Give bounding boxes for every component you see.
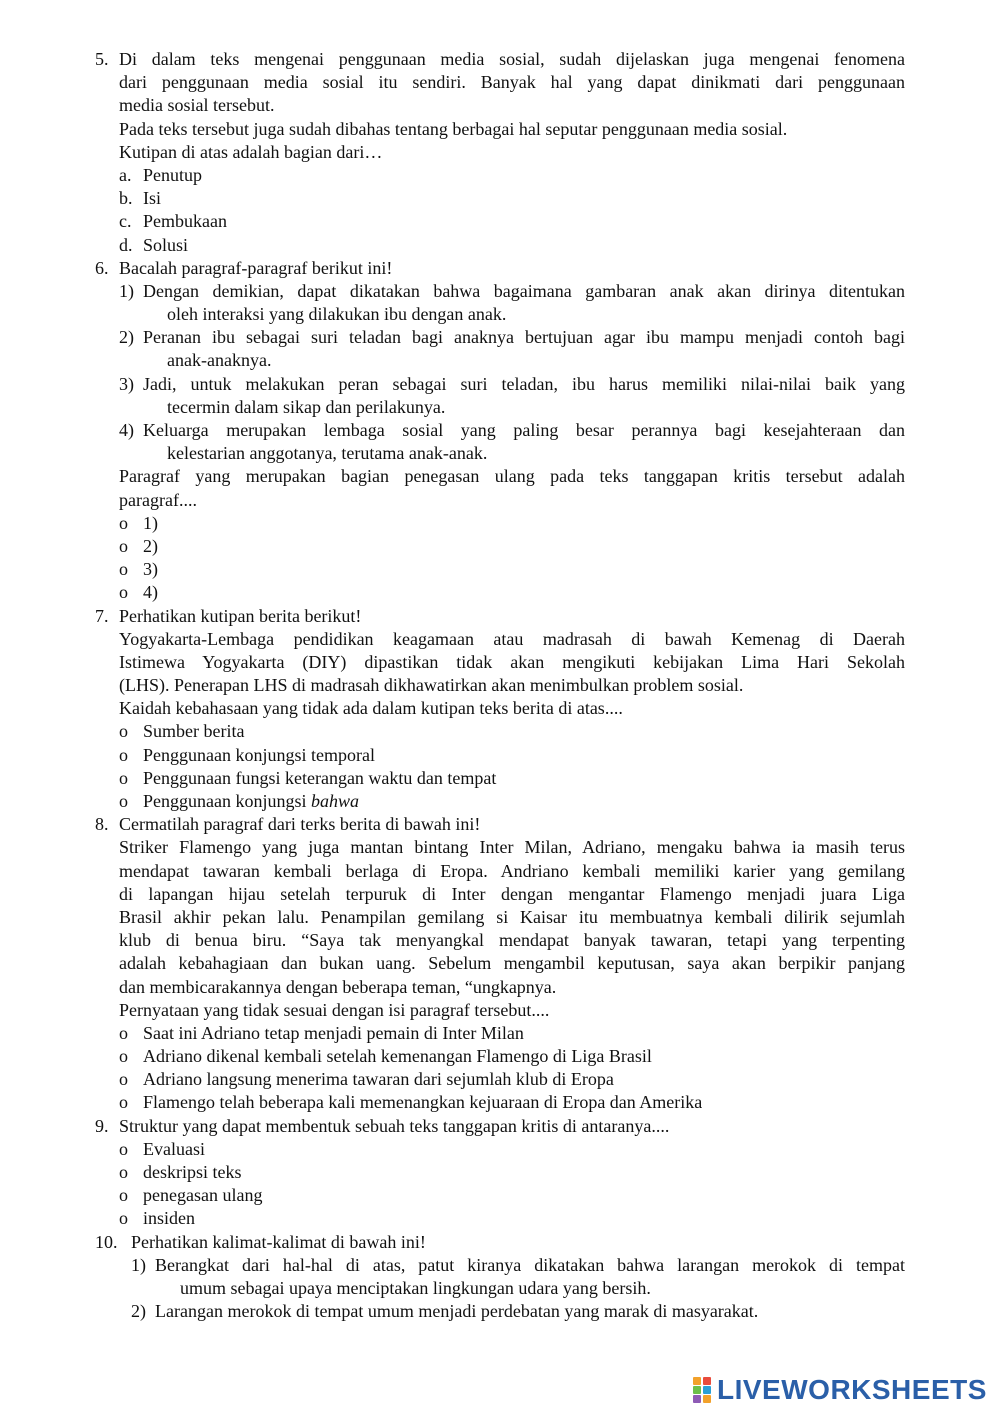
bullet-icon: o [119,1208,128,1229]
passage-text: klub di benua biru. “Saya tak menyangkal mendapat banyak tawaran, tetapi yang terpenting [119,930,905,951]
bullet-icon: o [119,1022,128,1043]
answer-option[interactable] [0,790,1000,813]
liveworksheets-logo [693,1374,987,1406]
question-prompt: Cermatilah paragraf dari terks berita di bawah ini! [119,814,481,835]
option-label: b. [119,188,133,209]
worksheet-page [0,48,1000,1323]
passage-text: mendapat tawaran kembali berlaga di Eropa. Andriano kembali memiliki karier yang gemilang [119,860,905,881]
item-text: Jadi, untuk melakukan peran sebagai suri teladan, ibu harus memiliki nilai-nilai baik yang [143,373,905,394]
bullet-icon: o [119,559,128,580]
option-text: Pembukaan [143,211,227,232]
bullet-icon: o [119,1185,128,1206]
item-label: 2) [119,327,134,348]
bullet-icon: o [119,582,128,603]
item-text: Peranan ibu sebagai suri teladan bagi anaknya bertujuan agar ibu mampu menjadi contoh bagi [143,327,905,348]
question-number: 6. [95,257,109,278]
option-text: Isi [143,188,161,209]
answer-option[interactable] [0,1207,1000,1230]
option-text: deskripsi teks [143,1162,242,1182]
option-text: Evaluasi [143,1138,205,1159]
question-6-line [0,257,1000,280]
question-8-line [0,813,1000,836]
option-text-plain: Penggunaan konjungsi [143,791,311,811]
question-prompt: Perhatikan kalimat-kalimat di bawah ini! [131,1231,426,1252]
option-text: Solusi [143,234,189,255]
option-text: Flamengo telah beberapa kali memenangkan kejuaraan di Eropa dan Amerika [143,1092,703,1113]
answer-option[interactable] [0,1161,1000,1184]
option-label: a. [119,164,132,185]
option-text: Penutup [143,164,203,185]
item-label: 1) [119,280,134,301]
answer-option[interactable] [0,767,1000,790]
question-prompt: Kutipan di atas adalah bagian dari… [119,141,383,162]
option-text: 4) [143,582,158,603]
bullet-icon: o [119,721,128,742]
option-label: d. [119,234,133,255]
answer-option[interactable] [0,581,1000,604]
item-label: 3) [119,373,134,394]
question-text: Di dalam teks mengenai penggunaan media sosial, sudah dijelaskan juga mengenai fenomena [119,49,905,69]
option-text: 2) [143,535,158,556]
bullet-icon: o [119,1046,128,1067]
answer-option[interactable] [0,210,1000,233]
passage-text: dan membicarakannya dengan beberapa teman, “ungkapnya. [119,976,557,997]
answer-option[interactable] [0,512,1000,535]
item-text: Keluarga merupakan lembaga sosial yang paling besar perannya bagi kesejahteraan dan [143,420,905,440]
answer-option[interactable] [0,1184,1000,1207]
question-9-line [0,1115,1000,1138]
answer-option[interactable] [0,164,1000,187]
bullet-icon: o [119,1138,128,1159]
question-text: Paragraf yang merupakan bagian penegasan ulang pada teks tanggapan kritis tersebut adalah [119,466,905,487]
question-prompt: Struktur yang dapat membentuk sebuah teks tanggapan kritis di antaranya.... [119,1115,670,1136]
answer-option[interactable] [0,1068,1000,1091]
option-text: penegasan ulang [143,1185,263,1206]
question-number: 7. [95,605,109,626]
item-text: oleh interaksi yang dilakukan ibu dengan anak. [167,304,507,325]
answer-option[interactable] [0,720,1000,743]
option-text: 1) [143,512,158,533]
answer-option[interactable] [0,558,1000,581]
question-text: media sosial tersebut. [119,95,275,116]
question-text: dari penggunaan media sosial itu sendiri. Banyak hal yang dapat dinikmati dari penggunaan [119,72,905,93]
option-text: 3) [143,559,158,580]
item-text: umum sebagai upaya menciptakan lingkungan udara yang bersih. [180,1277,651,1298]
bullet-icon: o [119,744,128,765]
bullet-icon: o [119,1092,128,1113]
item-text: kelestarian anggotanya, terutama anak-anak. [167,443,488,464]
item-text: Berangkat dari hal-hal di atas, patut kiranya dikatakan bahwa larangan merokok di tempat [155,1254,905,1275]
item-text: tecermin dalam sikap dan perilakunya. [167,396,446,417]
logo-blocks-icon [693,1377,713,1403]
question-text: Pada teks tersebut juga sudah dibahas tentang berbagai hal seputar penggunaan media sosial. [119,118,788,139]
passage-text: Brasil akhir pekan lalu. Penampilan gemilang si Kaisar itu membuatnya kembali dilirik sejumlah [119,906,905,927]
bullet-icon: o [119,791,128,811]
answer-option[interactable] [0,535,1000,558]
answer-option[interactable] [0,1138,1000,1161]
question-text: Pernyataan yang tidak sesuai dengan isi paragraf tersebut.... [119,999,550,1020]
question-text: Kaidah kebahasaan yang tidak ada dalam kutipan teks berita di atas.... [119,698,623,719]
option-text: Sumber berita [143,721,245,742]
bullet-icon: o [119,767,128,788]
passage-text: di lapangan hijau setelah terpuruk di Inter dengan mengantar Flamengo menjadi juara Liga [119,883,905,904]
option-text: Adriano langsung menerima tawaran dari sejumlah klub di Eropa [143,1069,614,1090]
option-text-italic: bahwa [311,791,360,811]
answer-option[interactable] [0,1022,1000,1045]
answer-option[interactable] [0,744,1000,767]
bullet-icon: o [119,1162,128,1182]
question-prompt: Perhatikan kutipan berita berikut! [119,605,362,626]
question-5-line [0,48,1000,71]
option-text: Penggunaan konjungsi temporal [143,744,375,765]
passage-text: Yogyakarta-Lembaga pendidikan keagamaan atau madrasah di bawah Kemenag di Daerah [119,628,905,649]
answer-option[interactable] [0,1091,1000,1114]
item-text: anak-anaknya. [167,350,272,371]
option-text: Adriano dikenal kembali setelah kemenangan Flamengo di Liga Brasil [143,1046,652,1067]
question-text: paragraf.... [119,489,197,510]
question-10-line [0,1231,1000,1254]
answer-option[interactable] [0,234,1000,257]
option-text: Penggunaan fungsi keterangan waktu dan tempat [143,767,497,788]
passage-text: (LHS). Penerapan LHS di madrasah dikhawatirkan akan menimbulkan problem sosial. [119,675,744,696]
bullet-icon: o [119,535,128,556]
question-number: 9. [95,1115,109,1136]
logo-text: LIVEWORKSHEETS [717,1374,987,1405]
passage-text: Striker Flamengo yang juga mantan bintang Inter Milan, Adriano, mengaku bahwa ia masih terus [119,837,905,858]
passage-text: Istimewa Yogyakarta (DIY) dipastikan tidak akan mengikuti kebijakan Lima Hari Sekolah [119,651,905,672]
option-text [143,790,359,813]
item-text: Dengan demikian, dapat dikatakan bahwa bagaimana gambaran anak akan dirinya ditentukan [143,280,905,301]
option-text: Saat ini Adriano tetap menjadi pemain di Inter Milan [143,1022,524,1043]
question-prompt: Bacalah paragraf-paragraf berikut ini! [119,257,393,278]
item-label: 4) [119,420,134,440]
question-number: 10. [95,1231,118,1252]
option-label: c. [119,211,132,232]
item-label: 1) [131,1254,146,1275]
answer-option[interactable] [0,187,1000,210]
answer-option[interactable] [0,1045,1000,1068]
item-label: 2) [131,1301,146,1322]
bullet-icon: o [119,512,128,533]
option-text: insiden [143,1208,195,1229]
question-number: 8. [95,814,109,835]
bullet-icon: o [119,1069,128,1090]
question-number: 5. [95,49,109,69]
item-text: Larangan merokok di tempat umum menjadi perdebatan yang marak di masyarakat. [155,1301,759,1322]
passage-text: adalah kebahagiaan dan bukan uang. Sebelum mengambil keputusan, saya akan berpikir panjang [119,953,905,974]
question-7-line [0,605,1000,628]
